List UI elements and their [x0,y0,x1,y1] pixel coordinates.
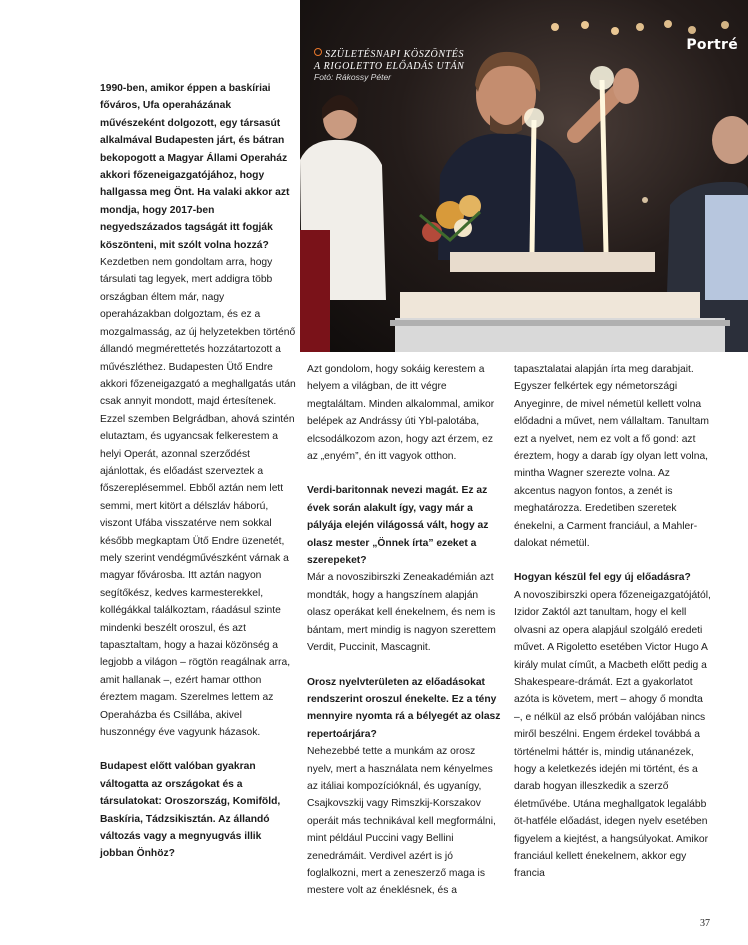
answer-paragraph: Már a novoszibirszki Zeneakadémián azt mondták, hogy a hangszínem alapján olasz operákat kell énekelnem, és nem is bántam, mert mindig is nagyon szerettem Verdit, Puccinit, Mascagnit. [307,572,496,654]
concert-photo [300,0,748,352]
answer-paragraph: Kezdetben nem gondoltam arra, hogy társulati tag legyek, mert addigra több országban éltem már, nagy operaházakban dolgoztam, és ez a mozgalmasság, az új helyzetekben történő állandó megmérettetés hozzátartozott a művészléthez. Budapesten Ütő Endre akkori főzeneigazgató a meghallgatás után csak annyit mondott, majd értesítenek. Ezzel szemben Belgrádban, ahová szintén elutaztam, és ugyancsak felkerestem a helyi Operát, azonnal szerződést ajánlottak, és előadást szerveztek a főszereplésemmel. Ebből aztán nem lett semmi, mert kitört a délszláv háború, viszont Ufába visszatérve nem sokkal később megkaptam Ütő Endre üzenetét, mely szerint vendégművészként várnak a magyar fővárosba. Itt aztán nagyon segítőkész, kedves karmesterekkel, kollégákkal találkoztam, ráadásul szinte mindenki beszélt oroszul, és azt tapasztaltam, hogy a hazai közönség a legjobb a világon – rögtön reagálnak arra, amit hallanak –, ezért hamar otthon éreztem magam. Szerelmes lettem az Operaházba és Csillába, akivel huszonnégy éve vagyunk házasok. [100,257,296,739]
caption-title [314,48,464,72]
answer-paragraph: Nehezebbé tette a munkám az orosz nyelv, mert a használata nem kényelmes az itáliai kompozícióknál, és ugyanígy, Csajkovszkij vagy Rimszkij-Korszakov operáit más technikával kell megformálni, mint például Puccini vagy Bellini zenedrámáit. Verdivel azért is jó foglalkozni, mert a zeneszerző maga is mestere volt az éneklésnek, és a [307,746,496,897]
answer-paragraph: Azt gondolom, hogy sokáig kerestem a helyem a világban, de itt végre megtaláltam. Minden alkalommal, amikor belépek az Andrássy úti Ybl-palotába, elcsodálkozom azon, hogy azt érzem, ez az „enyém”, én itt vagyok otthon. [307,364,495,463]
question-paragraph: 1990-ben, amikor éppen a baskíriai főváros, Ufa operaházának művészeként dolgozott, egy társasút alkalmával Budapesten járt, és bátran bekopogott a Magyar Állami Operaház akkori főzeneigazgatójához, hogy hallgassa meg Önt. Ha valaki akkor azt mondja, hogy 2017-ben negyedszázados tagságát itt fogják köszönteni, mit szólt volna hozzá? [100,83,290,251]
question-paragraph: Budapest előtt valóban gyakran váltogatta az országokat és a társulatokat: Oroszország, Komiföld, Baskíria, Tádzsikisztán. Az állandó változás vagy a megnyugvás illik jobban Önhöz? [100,761,281,860]
answer-paragraph: A novoszibirszki opera főzeneigazgatójától, Izidor Zaktól azt tanultam, hogy el kell olvasni az opera alapjául szolgáló eredeti művet. A Rigoletto esetében Victor Hugo A király mulat címűt, a Macbeth előtt pedig a Shakespeare-drámát. Ezt a gyakorlatot azóta is követem, mert – ahogy ő mondta –, e nélkül az első próbán valójában nincs miről beszélni. Engem érdekel továbbá a történelmi háttér is, mindig utánanézek, hogy a keletkezés idején mi történt, és a darab hogyan illeszkedik a szerző életművébe. Utána meghallgatok legalább öt-hatféle előadást, idegen nyelv esetében figyelem a kiejtést, a hangsúlyokat. Amikor franciául kellett énekelnem, akkor egy francia [514,589,711,880]
question-paragraph: Orosz nyelvterületen az előadásokat rendszerint oroszul énekelte. Ez a tény mennyire nyomta rá a bélyegét az olasz repertoárjára? [307,676,501,740]
text-column-1 [100,80,296,863]
question-paragraph: Verdi-baritonnak nevezi magát. Ez az évek során alakult így, vagy már a pályája elején világossá vált, hogy az olasz mester „Önnek írta” ezeket a szerepeket? [307,485,489,567]
circle-bullet-icon [314,48,322,56]
page-number: 37 [700,918,710,929]
section-label: Portré [686,37,738,53]
text-column-2 [307,361,504,900]
caption-title-line2: A RIGOLETTO ELŐADÁS UTÁN [314,60,465,72]
photo-caption [314,48,464,83]
question-paragraph: Hogyan készül fel egy új előadásra? [514,572,691,584]
answer-paragraph: tapasztalatai alapján írta meg darabjait. Egyszer felkértek egy németországi Anyeginre, de mivel németül kellett volna elődadni a művet, nem vállaltam. Tanultam ezt a nyelvet, nem ez volt a fő gond: azt éreztem, hogy a darab így olyan lett volna, mintha Wagner szerezte volna. Az akcentus nagyon fontos, a zenét is meghatározza. Eredetiben szeretek énekelni, a Carment franciául, a Mahler-dalokat németül. [514,364,709,550]
text-column-3 [514,361,713,883]
caption-title-line1: SZÜLETÉSNAPI KÖSZÖNTÉS [325,49,465,60]
photo-credit: Fotó: Rákossy Péter [314,72,392,82]
